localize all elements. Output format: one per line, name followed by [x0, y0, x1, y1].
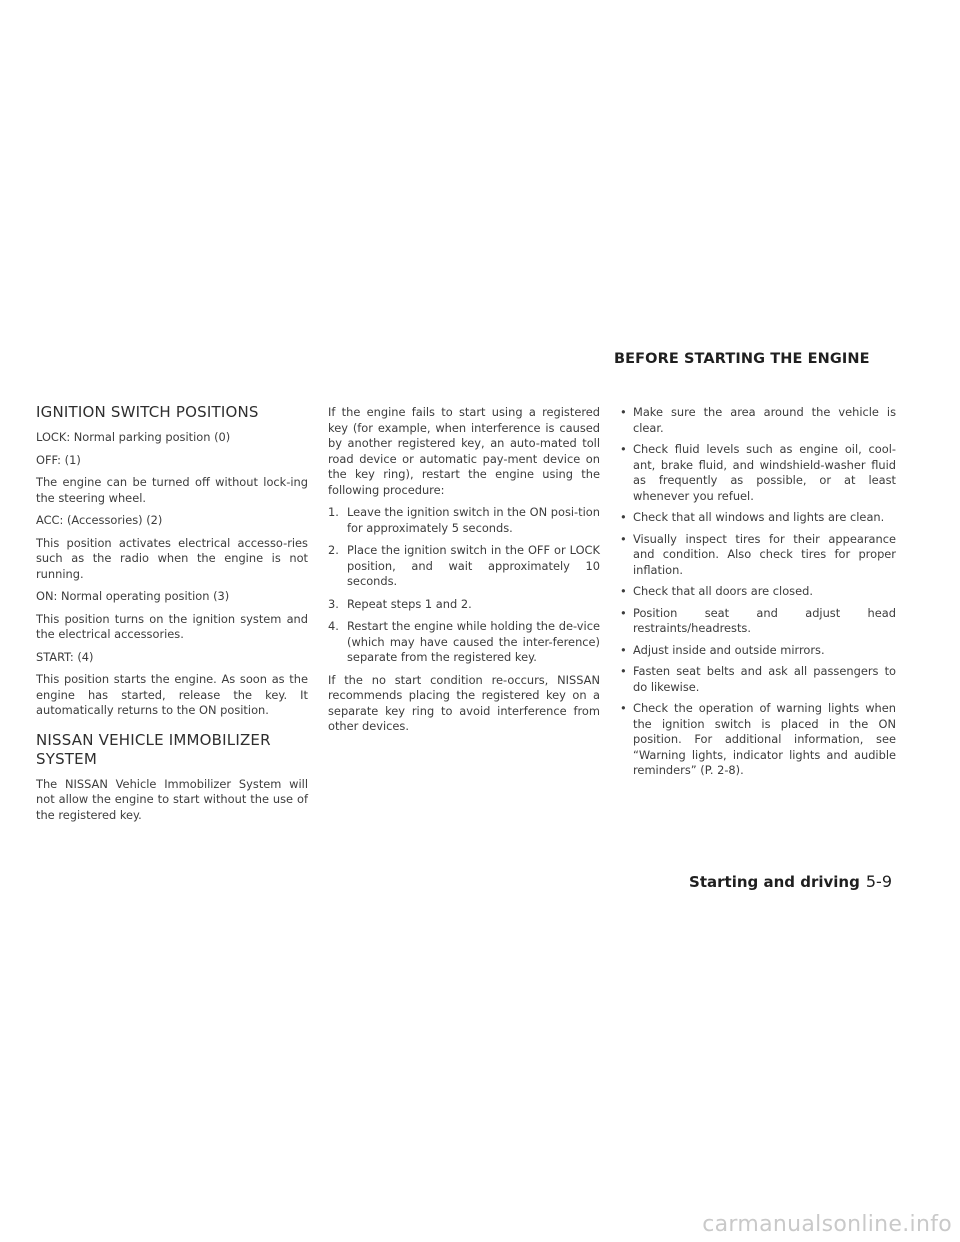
bullet-text: Visually inspect tires for their appearance and condition. Also check tires for proper inflation.: [633, 531, 896, 577]
bullet-text: Make sure the area around the vehicle is clear.: [633, 405, 896, 435]
paragraph: This position turns on the ignition system and the electrical accessories.: [36, 611, 308, 641]
column-checklist: [620, 405, 896, 785]
bullet-text: Check that all doors are closed.: [633, 584, 813, 598]
list-item: [620, 664, 896, 695]
list-item: [328, 505, 600, 536]
step-text: Place the ignition switch in the OFF or LOCK position, and wait approximately 10 seconds.: [347, 543, 600, 588]
heading-ignition-switch-positions: IGNITION SWITCH POSITIONS: [36, 403, 259, 421]
list-item: [620, 442, 896, 504]
bullet-icon: •: [620, 605, 627, 620]
bullet-text: Position seat and adjust head restraints/headrests.: [633, 605, 896, 635]
step-number: 4.: [328, 619, 339, 633]
list-item: [620, 606, 896, 637]
step-number: 3.: [328, 596, 339, 611]
paragraph: OFF: (1): [36, 452, 81, 467]
step-number: 2.: [328, 543, 339, 557]
step-text: Leave the ignition switch in the ON posi-tion for approximately 5 seconds.: [347, 505, 600, 535]
heading-immobilizer-system: NISSAN VEHICLE IMMOBILIZER SYSTEM: [36, 730, 271, 768]
list-item: [620, 643, 896, 659]
list-item: [620, 701, 896, 779]
step-text: Repeat steps 1 and 2.: [347, 596, 472, 611]
bullet-icon: •: [620, 442, 627, 456]
restart-steps-list: [328, 505, 600, 666]
list-item: [620, 584, 896, 600]
paragraph: LOCK: Normal parking position (0): [36, 430, 231, 444]
paragraph-immobilizer: The NISSAN Vehicle Immobilizer System will not allow the engine to start without the use of the registered key.: [36, 776, 308, 822]
step-number: 1.: [328, 505, 339, 519]
paragraph-closing: If the no start condition re-occurs, NISSAN recommends placing the registered key on a separate key ring to avoid interference from other devices.: [328, 672, 600, 733]
bullet-icon: •: [620, 510, 627, 524]
bullet-text: Fasten seat belts and ask all passengers to do likewise.: [633, 664, 896, 694]
bullet-icon: •: [620, 405, 627, 419]
section-title: BEFORE STARTING THE ENGINE: [614, 351, 870, 367]
bullet-icon: •: [620, 701, 627, 715]
paragraph: ACC: (Accessories) (2): [36, 513, 163, 527]
bullet-text: Adjust inside and outside mirrors.: [633, 642, 825, 657]
bullet-text: Check that all windows and lights are clean.: [633, 510, 885, 524]
bullet-icon: •: [620, 584, 627, 598]
column-ignition: [36, 403, 308, 830]
bullet-icon: •: [620, 531, 627, 546]
page-number: 5-9: [865, 872, 892, 891]
bullet-text: Check the operation of warning lights when the ignition switch is placed in the ON position. For additional information, see “Warning lights, indicator lights and audible reminders” (P. 2-8).: [633, 701, 896, 777]
paragraph-intro: If the engine fails to start using a registered key (for example, when interference is caused by another registered key, an auto-mated toll road device or automatic pay-ment device on the key ring), restart the engine using the following procedure:: [328, 405, 600, 497]
watermark: carmanualsonline.info: [702, 1212, 952, 1237]
bullet-icon: •: [620, 664, 627, 678]
bullet-text: Check fluid levels such as engine oil, cool-ant, brake fluid, and windshield-washer fluid as frequently as possible, or at least whenever you refuel.: [633, 442, 896, 503]
paragraph: ON: Normal operating position (3): [36, 589, 230, 603]
list-item: [620, 405, 896, 436]
checklist: [620, 405, 896, 779]
step-text: Restart the engine while holding the de-vice (which may have caused the inter-ference) separate from the registered key.: [347, 619, 600, 664]
paragraph: This position activates electrical accesso-ries such as the radio when the engine is not running.: [36, 535, 308, 581]
paragraph: This position starts the engine. As soon as the engine has started, release the key. It automatically returns to the ON position.: [36, 672, 308, 717]
list-item: [328, 543, 600, 590]
list-item: [328, 619, 600, 666]
paragraph: START: (4): [36, 649, 94, 664]
list-item: [620, 510, 896, 526]
chapter-title: Starting and driving: [689, 873, 860, 891]
list-item: [620, 532, 896, 579]
page-footer: [689, 872, 892, 891]
paragraph: The engine can be turned off without lock-ing the steering wheel.: [36, 475, 308, 505]
bullet-icon: •: [620, 642, 627, 657]
list-item: [328, 597, 600, 613]
column-restart-procedure: [328, 405, 600, 742]
